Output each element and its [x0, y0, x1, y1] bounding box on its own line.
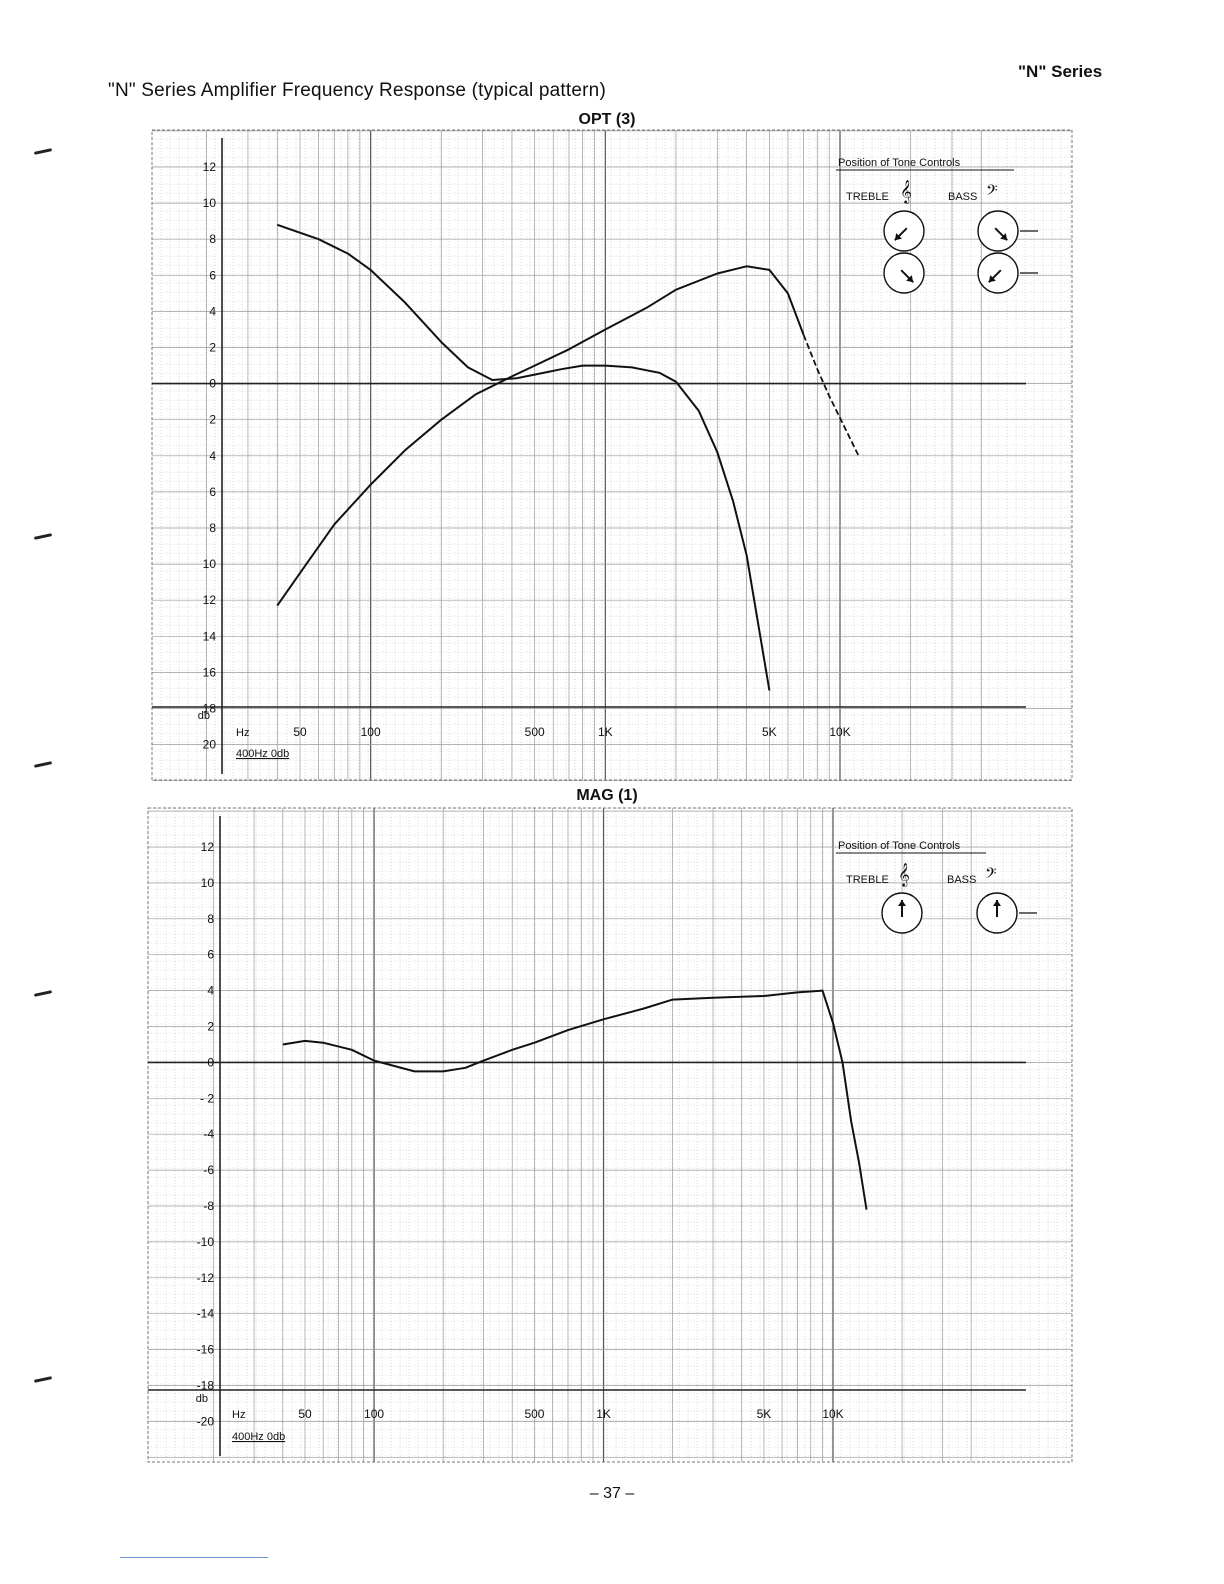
page-title: "N" Series Amplifier Frequency Response (typical pattern) — [108, 80, 606, 101]
y-tick-label: -20 — [196, 1414, 214, 1429]
x-unit-label: Hz — [236, 727, 250, 739]
y-tick-label: 6 — [209, 268, 216, 283]
y-tick-label: 18 — [202, 701, 216, 716]
x-tick-label: 10K — [822, 1407, 844, 1421]
bass-label: BASS — [947, 874, 977, 886]
y-tick-label: 10 — [202, 196, 216, 211]
bass-clef-icon: 𝄢 — [986, 182, 998, 202]
y-tick-label: -18 — [196, 1378, 214, 1393]
y-tick-label: 8 — [209, 232, 216, 247]
x-tick-label: 10K — [829, 725, 851, 739]
y-tick-label: -6 — [203, 1163, 214, 1178]
tone-controls-heading: Position of Tone Controls — [838, 157, 961, 169]
y-unit-label: db — [197, 710, 210, 722]
x-tick-label: 1K — [596, 1407, 611, 1421]
y-tick-label: 8 — [209, 521, 216, 535]
y-tick-label: 6 — [207, 947, 214, 962]
y-tick-label: 2 — [207, 1019, 214, 1034]
y-tick-label: 10 — [200, 875, 214, 890]
y-tick-label: 16 — [202, 665, 216, 680]
y-tick-label: 8 — [207, 911, 214, 926]
y-tick-label: - 2 — [199, 1091, 214, 1106]
y-tick-label: -8 — [203, 1199, 214, 1213]
footer-rule — [120, 1557, 268, 1558]
x-tick-label: 500 — [524, 725, 545, 739]
x-tick-label: 50 — [293, 725, 307, 739]
y-tick-label: 2 — [209, 412, 216, 427]
y-tick-label: 10 — [202, 557, 216, 572]
page-number: – 37 – — [589, 1485, 635, 1502]
y-tick-label: -14 — [196, 1306, 214, 1321]
y-tick-label: 12 — [202, 593, 216, 608]
y-tick-label: 20 — [202, 737, 216, 752]
chart-title-opt: OPT (3) — [578, 111, 636, 128]
reference-note: 400Hz 0db — [232, 1431, 286, 1443]
y-tick-label: 0 — [207, 1055, 214, 1070]
treble-label: TREBLE — [846, 874, 889, 886]
x-tick-label: 5K — [762, 725, 777, 739]
y-unit-label: db — [195, 1393, 208, 1405]
bass-clef-icon: 𝄢 — [985, 865, 997, 885]
y-tick-label: -4 — [203, 1127, 214, 1142]
x-tick-label: 50 — [298, 1407, 312, 1421]
y-tick-label: -16 — [196, 1342, 214, 1357]
y-tick-label: 14 — [202, 629, 216, 644]
tone-controls-heading: Position of Tone Controls — [838, 840, 961, 852]
x-tick-label: 100 — [364, 1407, 385, 1421]
page-header-series: "N" Series — [1018, 62, 1103, 81]
y-tick-label: -12 — [196, 1270, 214, 1285]
x-tick-label: 5K — [756, 1407, 772, 1421]
treble-label: TREBLE — [846, 191, 889, 203]
y-tick-label: 4 — [209, 304, 216, 319]
reference-note: 400Hz 0db — [236, 748, 290, 760]
y-tick-label: 2 — [209, 340, 216, 355]
y-tick-label: 12 — [200, 840, 214, 854]
y-tick-label: 12 — [202, 160, 216, 174]
y-tick-label: 4 — [209, 448, 216, 463]
y-tick-label: 0 — [209, 376, 216, 391]
chart-grid — [148, 808, 1072, 1462]
bass-label: BASS — [948, 191, 978, 203]
x-tick-label: 100 — [360, 725, 381, 739]
chart-title-mag: MAG (1) — [576, 787, 638, 804]
y-tick-label: 6 — [209, 484, 216, 499]
treble-clef-icon: 𝄞 — [898, 864, 910, 886]
x-tick-label: 1K — [597, 725, 613, 739]
x-tick-label: 500 — [524, 1407, 545, 1421]
treble-clef-icon: 𝄞 — [900, 181, 912, 203]
y-tick-label: 4 — [207, 983, 214, 998]
y-tick-label: -10 — [196, 1234, 214, 1249]
x-unit-label: Hz — [232, 1409, 246, 1421]
